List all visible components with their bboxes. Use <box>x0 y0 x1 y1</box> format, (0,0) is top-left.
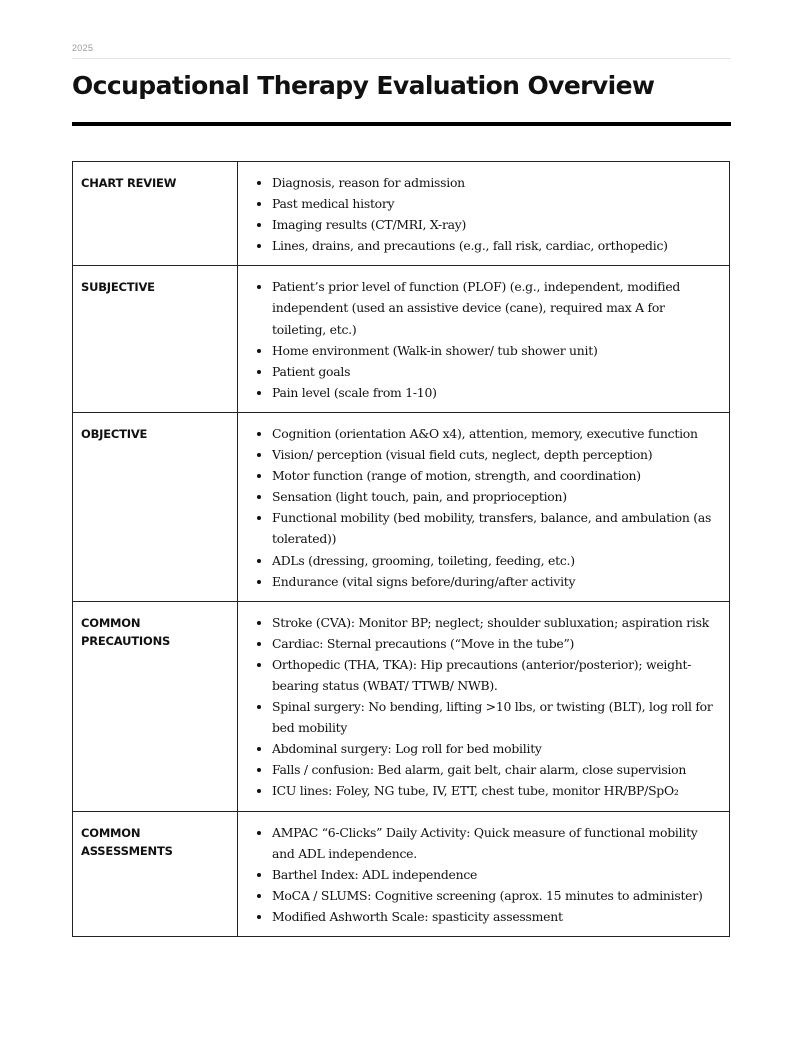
section-row-subjective <box>73 266 730 413</box>
list-item: • Barthel Index: ADL independence <box>272 864 719 885</box>
bullet-list <box>238 822 719 927</box>
list-item: • Functional mobility (bed mobility, transfers, balance, and ambulation (as tolerated)) <box>272 507 719 549</box>
section-label: SUBJECTIVE <box>73 266 238 413</box>
list-item: • Patient goals <box>272 361 719 382</box>
list-item: • AMPAC “6-Clicks” Daily Activity: Quick measure of functional mobility and ADL independence. <box>272 822 719 864</box>
list-item: • Spinal surgery: No bending, lifting >10 lbs, or twisting (BLT), log roll for bed mobility <box>272 696 719 738</box>
list-item: • Cognition (orientation A&O x4), attention, memory, executive function <box>272 423 719 444</box>
header-divider <box>72 58 731 59</box>
list-item: • Abdominal surgery: Log roll for bed mobility <box>272 738 719 759</box>
list-item: • Falls / confusion: Bed alarm, gait belt, chair alarm, close supervision <box>272 759 719 780</box>
list-item: • Lines, drains, and precautions (e.g., fall risk, cardiac, orthopedic) <box>272 235 719 256</box>
list-item: • Sensation (light touch, pain, and proprioception) <box>272 486 719 507</box>
list-item: • Patient’s prior level of function (PLOF) (e.g., independent, modified independent (used an assistive device (cane), required max A for toileting, etc.) <box>272 276 719 339</box>
section-row-common-assessments <box>73 811 730 936</box>
section-row-objective <box>73 412 730 601</box>
list-item: • Stroke (CVA): Monitor BP; neglect; shoulder subluxation; aspiration risk <box>272 612 719 633</box>
list-item: • Diagnosis, reason for admission <box>272 172 719 193</box>
list-item: • Pain level (scale from 1-10) <box>272 382 719 403</box>
bullet-list <box>238 423 719 592</box>
bullet-list <box>238 172 719 256</box>
section-items <box>238 412 730 601</box>
list-item: • Cardiac: Sternal precautions (“Move in the tube”) <box>272 633 719 654</box>
list-item: • ADLs (dressing, grooming, toileting, feeding, etc.) <box>272 550 719 571</box>
list-item: • Orthopedic (THA, TKA): Hip precautions (anterior/posterior); weight-bearing status (WBAT/ TTWB/ NWB). <box>272 654 719 696</box>
evaluation-table <box>72 161 730 937</box>
list-item: • Vision/ perception (visual field cuts, neglect, depth perception) <box>272 444 719 465</box>
section-label: COMMON PRECAUTIONS <box>73 601 238 811</box>
section-label: OBJECTIVE <box>73 412 238 601</box>
list-item: • Past medical history <box>272 193 719 214</box>
section-label: CHART REVIEW <box>73 162 238 266</box>
list-item: • Home environment (Walk-in shower/ tub shower unit) <box>272 340 719 361</box>
list-item: • Endurance (vital signs before/during/after activity <box>272 571 719 592</box>
section-row-common-precautions <box>73 601 730 811</box>
list-item: • MoCA / SLUMS: Cognitive screening (aprox. 15 minutes to administer) <box>272 885 719 906</box>
section-row-chart-review <box>73 162 730 266</box>
title-underline <box>72 122 731 126</box>
section-items <box>238 162 730 266</box>
section-label: COMMON ASSESSMENTS <box>73 811 238 936</box>
bullet-list <box>238 612 719 802</box>
section-items <box>238 266 730 413</box>
section-items <box>238 811 730 936</box>
year-label: 2025 <box>72 43 94 53</box>
bullet-list <box>238 276 719 403</box>
list-item: • ICU lines: Foley, NG tube, IV, ETT, chest tube, monitor HR/BP/SpO₂ <box>272 780 719 801</box>
list-item: • Motor function (range of motion, strength, and coordination) <box>272 465 719 486</box>
list-item: • Modified Ashworth Scale: spasticity assessment <box>272 906 719 927</box>
list-item: • Imaging results (CT/MRI, X-ray) <box>272 214 719 235</box>
section-items <box>238 601 730 811</box>
page-title: Occupational Therapy Evaluation Overview <box>72 71 655 100</box>
